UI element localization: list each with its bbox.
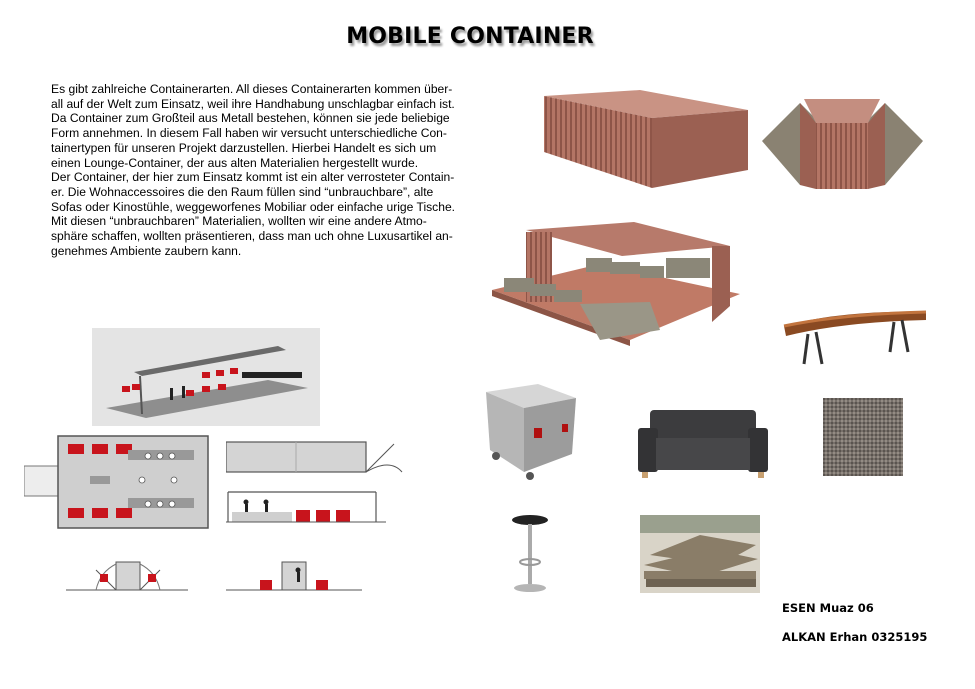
sofa-image [636,406,770,480]
front-view-left-drawing [66,556,188,594]
author-name-2: ALKAN Erhan 0325195 [782,630,928,644]
container-render-closed [540,90,750,190]
metal-trunk-image [482,380,580,480]
bar-stool-image [508,514,552,594]
elevation-closed-drawing [226,440,408,476]
section-open-drawing [226,490,386,524]
page-title: MOBILE CONTAINER [346,24,594,49]
description-text: Es gibt zahlreiche Containerarten. All dieses Containerarten kommen über- all auf der Welt zum Einsatz, weil ihre Handhabung unschlagbar einfach ist. Da Container zum Großteil aus Metall bestehen, können sie jede beliebige Form annehmen. In diesem Fall haben wir versucht unterschiedliche Con- tainertypen für unseren Projekt darzustellen. Hierbei Handelt es sich um einen Lounge-Container, der aus alten Materialien hergestellt wurde. Der Container, der hier zum Einsatz kommt ist ein alter verrosteter Contain- er. Die Wohnaccessoires die den Raum füllen sind “unbrauchbare”, alte Sofas oder Kinostühle, weggeworfenes Mobiliar oder einfache urige Tische. Mit diesen “unbrauchbaren” Materialien, wollten wir eine andere Atmo- sphäre schaffen, wollten präsentieren, dass man uch ohne Luxusartikel an- genehmes Ambiente zaubern kann. [51,82,456,258]
wood-planks-image [640,515,760,593]
interior-3d-model [92,328,320,426]
fabric-swatch-image [823,398,903,476]
floor-plan-drawing [24,434,210,530]
wooden-bench-image [782,308,928,370]
front-view-right-drawing [226,556,362,594]
author-name-1: ESEN Muaz 06 [782,601,874,615]
container-render-open-corners [760,95,925,195]
lounge-container-render [490,222,745,352]
